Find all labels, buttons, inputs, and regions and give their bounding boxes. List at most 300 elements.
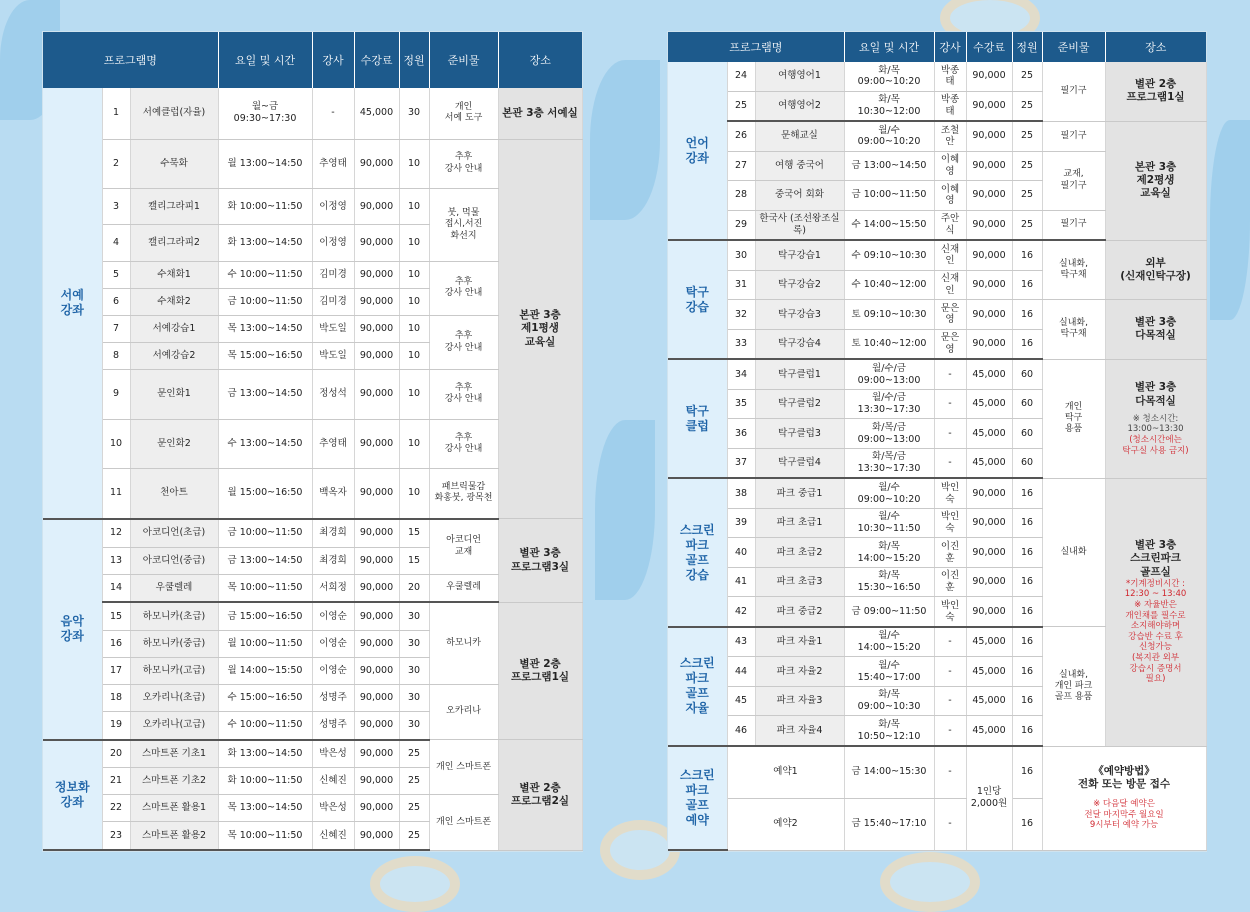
program-name: 우쿨렐레: [130, 574, 218, 602]
header-prep: 준비물: [1042, 32, 1105, 62]
program-name: 서예클럽(자율): [130, 88, 218, 139]
table-row: [668, 746, 1206, 798]
teacher-name: 추영태: [312, 139, 354, 188]
capacity: 30: [399, 657, 429, 684]
location-text: 별관 2층 프로그램1실: [1126, 78, 1185, 104]
teacher-name: 문은영: [934, 300, 966, 329]
course-fee: 90,000: [966, 300, 1012, 329]
schedule-time: 월/수 09:00~10:20: [844, 478, 934, 508]
table-row: [668, 121, 1206, 151]
program-name: 탁구클럽1: [755, 359, 844, 389]
program-name: 파크 초급3: [755, 567, 844, 596]
schedule-time: 월 15:00~16:50: [218, 468, 312, 518]
program-name: 여행영어2: [755, 91, 844, 121]
program-name: 탁구강습3: [755, 300, 844, 329]
table-row: [43, 519, 582, 547]
capacity: 25: [399, 740, 429, 768]
capacity: 10: [399, 468, 429, 518]
schedule-time: 목 13:00~14:50: [218, 316, 312, 343]
location: [1105, 478, 1206, 746]
teacher-name: 박도일: [312, 316, 354, 343]
capacity: 25: [399, 822, 429, 850]
schedule-time: 화 10:00~11:50: [218, 188, 312, 225]
capacity: 25: [1012, 121, 1042, 151]
schedule-time: 수 13:00~14:50: [218, 419, 312, 468]
course-fee: 90,000: [354, 795, 399, 822]
capacity: 16: [1012, 627, 1042, 657]
schedule-time: 화/목/금 13:30~17:30: [844, 448, 934, 478]
location-text: 외부 (신재인탁구장): [1120, 256, 1191, 282]
course-fee: 90,000: [354, 343, 399, 370]
capacity: 30: [399, 684, 429, 711]
reservation-method: [1042, 746, 1206, 850]
prep-materials: 패브릭물감 화홍붓, 광목천: [429, 468, 498, 518]
course-fee: 45,000: [966, 686, 1012, 715]
course-fee: 45,000: [966, 627, 1012, 657]
right-schedule-table: [668, 32, 1207, 851]
location: 본관 3층 서예실: [498, 88, 582, 139]
program-name: 수채화1: [130, 261, 218, 288]
teacher-name: 성명주: [312, 684, 354, 711]
capacity: 25: [399, 795, 429, 822]
capacity: 10: [399, 316, 429, 343]
capacity: 10: [399, 288, 429, 315]
location-text: 별관 3층 다목적실: [1134, 316, 1177, 342]
teacher-name: -: [934, 657, 966, 686]
teacher-name: -: [934, 627, 966, 657]
capacity: 10: [399, 139, 429, 188]
location-p6_red1: *기계정비시간 : 12:30 ~ 13:40: [1124, 578, 1187, 600]
program-name: 스마트폰 기초1: [130, 740, 218, 768]
program-name: 하모니카(초급): [130, 602, 218, 630]
prep-materials: 개인 탁구 용품: [1042, 359, 1105, 478]
program-name: 한국사 (조선왕조실록): [755, 210, 844, 240]
header-place: 장소: [1105, 32, 1206, 62]
teacher-name: 신재인: [934, 270, 966, 299]
course-fee: 90,000: [354, 684, 399, 711]
prep-materials: 실내화, 탁구채: [1042, 300, 1105, 360]
category-tt: 탁구 강습: [668, 240, 727, 359]
schedule-time: 금 09:00~11:50: [844, 597, 934, 627]
capacity: 10: [399, 343, 429, 370]
course-fee: 90,000: [354, 370, 399, 419]
program-name: 수묵화: [130, 139, 218, 188]
capacity: 25: [1012, 210, 1042, 240]
schedule-time: 월 14:00~15:50: [218, 657, 312, 684]
capacity: 30: [399, 88, 429, 139]
schedule-time: 월/수 14:00~15:20: [844, 627, 934, 657]
schedule-time: 수 10:00~11:50: [218, 261, 312, 288]
schedule-time: 화/목 09:00~10:30: [844, 686, 934, 715]
teacher-name: -: [934, 389, 966, 418]
location: [1105, 300, 1206, 360]
reservation-note: ※ 다음달 예약은 전달 마지막주 월요일 9시부터 예약 가능: [1084, 799, 1164, 831]
program-name: 천아트: [130, 468, 218, 518]
prep-materials: 실내화, 개인 파크 골프 용품: [1042, 627, 1105, 746]
schedule-time: 화/목 14:00~15:20: [844, 538, 934, 567]
program-name: 스마트폰 활용2: [130, 822, 218, 850]
schedule-time: 목 15:00~16:50: [218, 343, 312, 370]
course-fee: 90,000: [966, 210, 1012, 240]
teacher-name: 신혜진: [312, 768, 354, 795]
teacher-name: 박종태: [934, 62, 966, 91]
teacher-name: -: [934, 359, 966, 389]
row-number: 22: [102, 795, 130, 822]
program-name: 스마트폰 기초2: [130, 768, 218, 795]
program-name: 서예강습1: [130, 316, 218, 343]
course-fee: 90,000: [966, 270, 1012, 299]
row-number: 18: [102, 684, 130, 711]
course-fee: 90,000: [354, 547, 399, 574]
program-name: 탁구클럽3: [755, 419, 844, 448]
row-number: 43: [727, 627, 755, 657]
header-capacity: 정원: [1012, 32, 1042, 62]
table-row: [668, 359, 1206, 389]
schedule-time: 금 13:00~14:50: [844, 151, 934, 180]
program-name: 파크 자율1: [755, 627, 844, 657]
location-text: 본관 3층 제2평생 교육실: [1134, 160, 1177, 200]
program-name: 파크 초급2: [755, 538, 844, 567]
row-number: 15: [102, 602, 130, 630]
course-fee: 90,000: [354, 468, 399, 518]
row-number: 36: [727, 419, 755, 448]
capacity: 20: [399, 574, 429, 602]
program-name: 캘리그라피2: [130, 225, 218, 262]
schedule-time: 목 10:00~11:50: [218, 822, 312, 850]
teacher-name: 박은성: [312, 740, 354, 768]
schedule-time: 월 13:00~14:50: [218, 139, 312, 188]
program-name: 수채화2: [130, 288, 218, 315]
table-row: [43, 602, 582, 630]
category-sgr: 스크린 파크 골프 예약: [668, 746, 727, 850]
row-number: 44: [727, 657, 755, 686]
row-number: 46: [727, 716, 755, 746]
location: [1105, 359, 1206, 478]
schedule-time: 월/수 10:30~11:50: [844, 508, 934, 537]
program-name: 예약1: [727, 746, 844, 798]
schedule-time: 수 09:10~10:30: [844, 240, 934, 270]
capacity: 16: [1012, 716, 1042, 746]
program-name: 탁구강습4: [755, 329, 844, 359]
prep-materials: 추후 강사 안내: [429, 419, 498, 468]
teacher-name: -: [312, 88, 354, 139]
location: [1105, 121, 1206, 240]
background-leaf: [1210, 120, 1250, 320]
row-number: 20: [102, 740, 130, 768]
course-fee: 90,000: [354, 139, 399, 188]
course-fee: 45,000: [354, 88, 399, 139]
course-fee: 90,000: [354, 711, 399, 739]
header-time: 요일 및 시간: [844, 32, 934, 62]
header-teacher: 강사: [934, 32, 966, 62]
course-fee: 90,000: [354, 288, 399, 315]
capacity: 16: [1012, 567, 1042, 596]
teacher-name: 김미경: [312, 261, 354, 288]
program-name: 문인화2: [130, 419, 218, 468]
prep-materials: 개인 스마트폰: [429, 740, 498, 795]
program-name: 아코디언(중급): [130, 547, 218, 574]
schedule-time: 월/수 09:00~10:20: [844, 121, 934, 151]
table-row: [43, 139, 582, 188]
course-fee: 90,000: [354, 188, 399, 225]
row-number: 1: [102, 88, 130, 139]
capacity: 16: [1012, 746, 1042, 798]
capacity: 30: [399, 630, 429, 657]
schedule-time: 화 13:00~14:50: [218, 225, 312, 262]
program-name: 하모니카(중급): [130, 630, 218, 657]
schedule-time: 수 10:40~12:00: [844, 270, 934, 299]
location-text: 별관 3층 다목적실: [1134, 381, 1177, 407]
teacher-name: 최경희: [312, 519, 354, 547]
category-lang: 언어 강좌: [668, 62, 727, 240]
schedule-time: 화/목 10:30~12:00: [844, 91, 934, 121]
teacher-name: 백옥자: [312, 468, 354, 518]
program-name: 하모니카(고급): [130, 657, 218, 684]
capacity: 60: [1012, 359, 1042, 389]
course-fee: 90,000: [354, 574, 399, 602]
capacity: 16: [1012, 798, 1042, 850]
background-float-ring: [370, 856, 460, 912]
teacher-name: 문은영: [934, 329, 966, 359]
location: 별관 3층 프로그램3실: [498, 519, 582, 602]
program-name: 문인화1: [130, 370, 218, 419]
row-number: 17: [102, 657, 130, 684]
row-number: 24: [727, 62, 755, 91]
capacity: 16: [1012, 300, 1042, 329]
prep-materials: 아코디언 교재: [429, 519, 498, 574]
prep-materials: 오카리나: [429, 684, 498, 739]
teacher-name: 성명주: [312, 711, 354, 739]
schedule-time: 금 15:40~17:10: [844, 798, 934, 850]
prep-materials: 개인 스마트폰: [429, 795, 498, 850]
teacher-name: -: [934, 448, 966, 478]
location: 별관 2층 프로그램2실: [498, 740, 582, 850]
teacher-name: 박종태: [934, 91, 966, 121]
location: 별관 2층 프로그램1실: [498, 602, 582, 739]
schedule-time: 월~금 09:30~17:30: [218, 88, 312, 139]
capacity: 16: [1012, 329, 1042, 359]
schedule-time: 화 10:00~11:50: [218, 768, 312, 795]
capacity: 30: [399, 602, 429, 630]
teacher-name: 정성석: [312, 370, 354, 419]
program-name: 탁구클럽4: [755, 448, 844, 478]
capacity: 60: [1012, 389, 1042, 418]
program-name: 파크 중급2: [755, 597, 844, 627]
capacity: 60: [1012, 419, 1042, 448]
program-name: 파크 자율3: [755, 686, 844, 715]
course-fee: 90,000: [354, 261, 399, 288]
schedule-time: 월/수/금 09:00~13:00: [844, 359, 934, 389]
schedule-time: 금 10:00~11:50: [844, 181, 934, 210]
teacher-name: 이혜영: [934, 181, 966, 210]
table-row: [43, 740, 582, 768]
teacher-name: 김미경: [312, 288, 354, 315]
program-name: 예약2: [727, 798, 844, 850]
course-fee: 90,000: [354, 519, 399, 547]
row-number: 32: [727, 300, 755, 329]
teacher-name: -: [934, 686, 966, 715]
prep-materials: 교재, 필기구: [1042, 151, 1105, 210]
location: [1105, 62, 1206, 121]
teacher-name: 이진훈: [934, 567, 966, 596]
course-fee: 90,000: [966, 62, 1012, 91]
capacity: 16: [1012, 597, 1042, 627]
program-name: 스마트폰 활용1: [130, 795, 218, 822]
teacher-name: 박인숙: [934, 478, 966, 508]
schedule-time: 화 13:00~14:50: [218, 740, 312, 768]
prep-materials: 추후 강사 안내: [429, 261, 498, 315]
course-fee: 90,000: [966, 121, 1012, 151]
course-fee: 90,000: [966, 508, 1012, 537]
row-number: 26: [727, 121, 755, 151]
header-capacity: 정원: [399, 32, 429, 88]
program-name: 캘리그라피1: [130, 188, 218, 225]
teacher-name: 이혜영: [934, 151, 966, 180]
row-number: 37: [727, 448, 755, 478]
course-fee: 45,000: [966, 359, 1012, 389]
teacher-name: 추영태: [312, 419, 354, 468]
teacher-name: 최경희: [312, 547, 354, 574]
capacity: 25: [1012, 181, 1042, 210]
schedule-time: 토 10:40~12:00: [844, 329, 934, 359]
teacher-name: 신혜진: [312, 822, 354, 850]
schedule-time: 화/목/금 09:00~13:00: [844, 419, 934, 448]
left-schedule-table: [43, 32, 583, 851]
row-number: 42: [727, 597, 755, 627]
course-fee: 45,000: [966, 716, 1012, 746]
header-program: 프로그램명: [43, 32, 218, 88]
table-row: [43, 88, 582, 139]
teacher-name: -: [934, 419, 966, 448]
row-number: 38: [727, 478, 755, 508]
row-number: 7: [102, 316, 130, 343]
prep-materials: 필기구: [1042, 121, 1105, 151]
row-number: 10: [102, 419, 130, 468]
course-fee: 90,000: [354, 657, 399, 684]
course-fee: 90,000: [354, 225, 399, 262]
teacher-name: 이영순: [312, 657, 354, 684]
row-number: 34: [727, 359, 755, 389]
prep-materials: 필기구: [1042, 62, 1105, 121]
header-time: 요일 및 시간: [218, 32, 312, 88]
program-name: 파크 중급1: [755, 478, 844, 508]
row-number: 33: [727, 329, 755, 359]
location-p6_red2: ※ 자율반은 개인채를 필수로 소지해야하며 강습반 수료 후 신청가능 (복지관 외부 강습시 증명서 필요): [1125, 599, 1186, 685]
table-header: [668, 32, 1206, 62]
capacity: 15: [399, 547, 429, 574]
background-float-ring: [880, 852, 980, 912]
right-schedule-panel: [668, 32, 1206, 851]
teacher-name: 이영순: [312, 602, 354, 630]
header-prep: 준비물: [429, 32, 498, 88]
table-row: [668, 240, 1206, 270]
course-fee: 45,000: [966, 657, 1012, 686]
row-number: 13: [102, 547, 130, 574]
teacher-name: 이진훈: [934, 538, 966, 567]
schedule-time: 금 10:00~11:50: [218, 519, 312, 547]
row-number: 27: [727, 151, 755, 180]
teacher-name: 이정영: [312, 225, 354, 262]
course-fee: 90,000: [966, 567, 1012, 596]
schedule-time: 목 13:00~14:50: [218, 795, 312, 822]
background-leaf: [590, 60, 660, 220]
capacity: 10: [399, 261, 429, 288]
course-fee: 90,000: [354, 630, 399, 657]
course-fee: 45,000: [966, 389, 1012, 418]
program-name: 파크 자율4: [755, 716, 844, 746]
row-number: 5: [102, 261, 130, 288]
course-fee: 90,000: [354, 316, 399, 343]
program-name: 아코디언(초급): [130, 519, 218, 547]
schedule-time: 월 10:00~11:50: [218, 630, 312, 657]
prep-materials: 필기구: [1042, 210, 1105, 240]
teacher-name: 이영순: [312, 630, 354, 657]
category-info: 정보화 강좌: [43, 740, 102, 850]
row-number: 12: [102, 519, 130, 547]
course-fee: 90,000: [966, 478, 1012, 508]
header-teacher: 강사: [312, 32, 354, 88]
teacher-name: 박은성: [312, 795, 354, 822]
capacity: 10: [399, 188, 429, 225]
course-fee: 90,000: [354, 602, 399, 630]
program-name: 오카리나(고급): [130, 711, 218, 739]
row-number: 6: [102, 288, 130, 315]
teacher-name: -: [934, 746, 966, 798]
capacity: 25: [1012, 91, 1042, 121]
schedule-time: 금 15:00~16:50: [218, 602, 312, 630]
table-row: [668, 62, 1206, 91]
schedule-time: 화/목 10:50~12:10: [844, 716, 934, 746]
left-schedule-panel: [43, 32, 582, 851]
teacher-name: 박인숙: [934, 597, 966, 627]
teacher-name: 박도일: [312, 343, 354, 370]
schedule-time: 토 09:10~10:30: [844, 300, 934, 329]
row-number: 35: [727, 389, 755, 418]
location: 본관 3층 제1평생 교육실: [498, 139, 582, 519]
schedule-time: 월/수/금 13:30~17:30: [844, 389, 934, 418]
program-name: 탁구강습1: [755, 240, 844, 270]
row-number: 8: [102, 343, 130, 370]
course-fee: 90,000: [966, 151, 1012, 180]
course-fee: 90,000: [966, 91, 1012, 121]
teacher-name: 서희정: [312, 574, 354, 602]
teacher-name: -: [934, 798, 966, 850]
schedule-time: 금 10:00~11:50: [218, 288, 312, 315]
row-number: 41: [727, 567, 755, 596]
course-fee: 90,000: [966, 181, 1012, 210]
course-fee: 90,000: [966, 538, 1012, 567]
row-number: 14: [102, 574, 130, 602]
capacity: 16: [1012, 240, 1042, 270]
table-header: [43, 32, 582, 88]
program-name: 탁구강습2: [755, 270, 844, 299]
row-number: 9: [102, 370, 130, 419]
row-number: 2: [102, 139, 130, 188]
schedule-time: 수 10:00~11:50: [218, 711, 312, 739]
schedule-time: 월/수 15:40~17:00: [844, 657, 934, 686]
prep-materials: 실내화, 탁구채: [1042, 240, 1105, 300]
capacity: 25: [399, 768, 429, 795]
schedule-time: 화/목 09:00~10:20: [844, 62, 934, 91]
row-number: 30: [727, 240, 755, 270]
category-calligraphy: 서예 강좌: [43, 88, 102, 519]
course-fee: 1인당 2,000원: [966, 746, 1012, 850]
row-number: 25: [727, 91, 755, 121]
course-fee: 90,000: [354, 740, 399, 768]
prep-materials: 개인 서예 도구: [429, 88, 498, 139]
prep-materials: 추후 강사 안내: [429, 370, 498, 419]
capacity: 16: [1012, 538, 1042, 567]
